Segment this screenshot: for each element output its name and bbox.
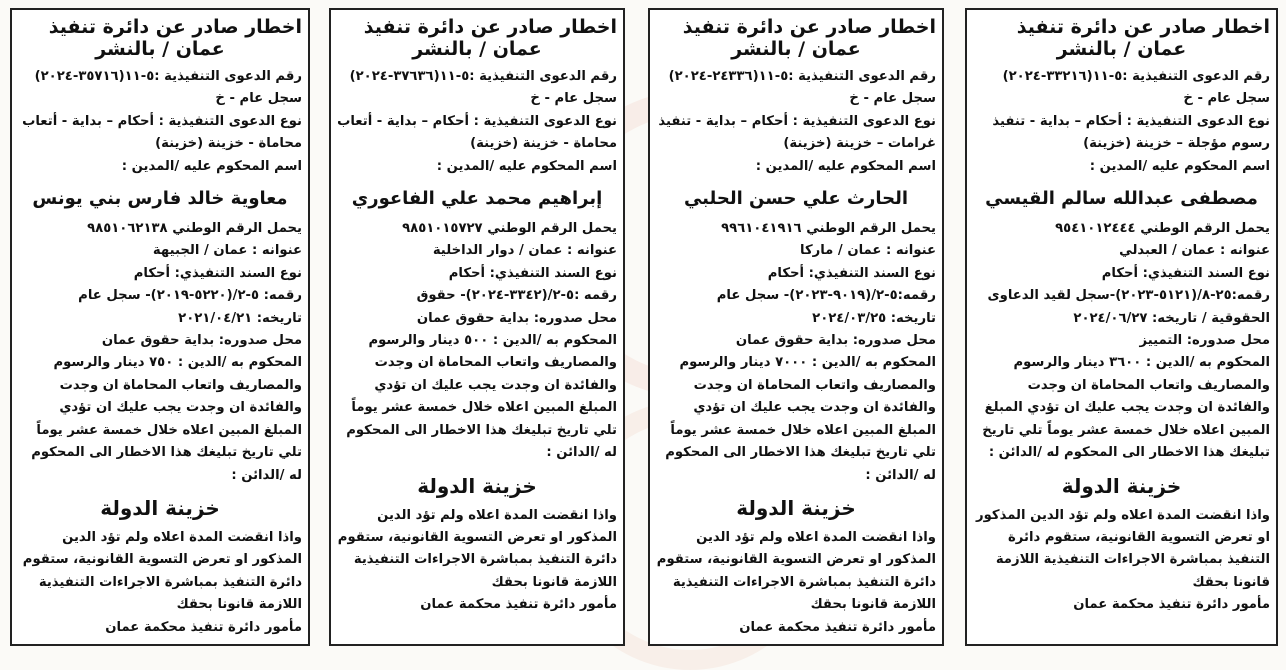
notice-4 bbox=[10, 8, 310, 646]
notice-title bbox=[18, 16, 302, 60]
address: عنوانه : عمان / دوار الداخلية bbox=[432, 243, 617, 259]
case-number: رقم الدعوى التنفيذية :٥-١١(٣٥٧١٦-٢٠٢٤) سجل عام - خ bbox=[34, 69, 302, 107]
address: عنوانه : عمان / العبدلي bbox=[1119, 243, 1270, 259]
document-type: نوع السند التنفيذي: أحكام bbox=[1101, 265, 1270, 281]
creditor-name: خزينة الدولة bbox=[417, 473, 537, 498]
creditor-name: خزينة الدولة bbox=[736, 495, 856, 520]
footer-text: واذا انقضت المدة اعلاه ولم تؤد الدين المذكور او تعرض التسوية القانونية، ستقوم دائرة التنفيذ بمباشرة الاجراءات التنفيذية اللازمة قانونا بحقك bbox=[976, 507, 1270, 590]
debtor-name: الحارث علي حسن الحلبي bbox=[683, 188, 909, 210]
case-number: رقم الدعوى التنفيذية :٥-١١(٣٧٦٣٦-٢٠٢٤) سجل عام - خ bbox=[349, 69, 617, 107]
address: عنوانه : عمان / الجبيهة bbox=[152, 243, 302, 259]
document-date: تاريخه: ٢٠٢٤/٠٣/٢٥ bbox=[812, 310, 936, 326]
notice-2 bbox=[648, 8, 944, 646]
notice-title bbox=[656, 16, 936, 60]
footer-text: واذا انقضت المدة اعلاه ولم تؤد الدين المذكور او تعرض التسوية القانونية، ستقوم دائرة التنفيذ بمباشرة الاجراءات التنفيذية اللازمة قانونا بحقك bbox=[22, 529, 302, 613]
address: عنوانه : عمان / ماركا bbox=[800, 243, 936, 259]
judgment-text: المحكوم به /الدين : ٥٠٠ دينار والرسوم والمصاريف واتعاب المحاماة ان وجدت والفائدة ان وجدت يجب عليك ان تؤدي المبلغ المبين اعلاه خلال خمسة عشر يوماً تلي تاريخ تبليغك هذا الاخطار الى المحكوم له /الدائن : bbox=[346, 333, 617, 461]
issue-place: محل صدوره: بداية حقوق عمان bbox=[735, 333, 936, 349]
document-number: رقمه: ٥-٢/(٥٢٢٠-٢٠١٩)- سجل عام bbox=[78, 288, 302, 304]
notice-1 bbox=[965, 8, 1278, 646]
document-type: نوع السند التنفيذي: أحكام bbox=[133, 265, 302, 281]
national-id: يحمل الرقم الوطني ٩٩٦١٠٤١٩١٦ bbox=[721, 221, 936, 237]
creditor-name: خزينة الدولة bbox=[100, 495, 220, 520]
case-number: رقم الدعوى التنفيذية :٥-١١(٢٤٣٣٦-٢٠٢٤) سجل عام - خ bbox=[668, 69, 936, 107]
title-line-2: عمان / بالنشر bbox=[1056, 38, 1187, 60]
issue-place: محل صدوره: التمييز bbox=[1139, 333, 1270, 349]
notice-title bbox=[337, 16, 617, 60]
document-type: نوع السند التنفيذي: أحكام bbox=[448, 265, 617, 281]
title-line-2: عمان / بالنشر bbox=[731, 38, 861, 60]
national-id: يحمل الرقم الوطني ٩٨٥١٠٦٢١٣٨ bbox=[87, 221, 302, 237]
signature: مأمور دائرة تنفيذ محكمة عمان bbox=[1073, 597, 1270, 613]
signature: مأمور دائرة تنفيذ محكمة عمان bbox=[105, 619, 302, 635]
case-type: نوع الدعوى التنفيذية : أحكام – بداية - أتعاب محاماة - خزينة (خزينة) bbox=[337, 113, 617, 152]
document-number: رقمه:٢٥-٨/(٥١٢١-٢٠٢٣)-سجل لقيد الدعاوى الحقوقية / تاريخه: ٢٠٢٤/٠٦/٢٧ bbox=[987, 288, 1270, 326]
judgment-text: المحكوم به /الدين : ٧٠٠٠ دينار والرسوم والمصاريف واتعاب المحاماة ان وجدت والفائدة ان وجدت يجب عليك ان تؤدي المبلغ المبين اعلاه خلال خمسة عشر يوماً تلي تاريخ تبليغك هذا الاخطار الى المحكوم له /الدائن : bbox=[665, 355, 936, 483]
debtor-name: معاوية خالد فارس بني يونس bbox=[32, 188, 288, 210]
judgment-text: المحكوم به /الدين : ٧٥٠ دينار والرسوم والمصاريف واتعاب المحاماة ان وجدت والفائدة ان وجدت يجب عليك ان تؤدي المبلغ المبين اعلاه خلال خمسة عشر يوماً تلي تاريخ تبليغك هذا الاخطار الى المحكوم له /الدائن : bbox=[31, 355, 302, 483]
notice-title bbox=[973, 16, 1270, 60]
debtor-label: اسم المحكوم عليه /المدين : bbox=[121, 158, 302, 174]
title-line-2: عمان / بالنشر bbox=[95, 38, 225, 60]
case-type: نوع الدعوى التنفيذية : أحكام – بداية - أتعاب محاماة - خزينة (خزينة) bbox=[22, 113, 302, 152]
title-line-1: اخطار صادر عن دائرة تنفيذ bbox=[363, 16, 617, 38]
creditor-name: خزينة الدولة bbox=[1061, 473, 1182, 498]
debtor-label: اسم المحكوم عليه /المدين : bbox=[1089, 158, 1270, 174]
signature: مأمور دائرة تنفيذ محكمة عمان bbox=[420, 597, 617, 613]
footer-text: واذا انقضت المدة اعلاه ولم تؤد الدين المذكور او تعرض التسوية القانونية، ستقوم دائرة التنفيذ بمباشرة الاجراءات التنفيذية اللازمة قانونا بحقك bbox=[656, 529, 936, 613]
debtor-label: اسم المحكوم عليه /المدين : bbox=[755, 158, 936, 174]
national-id: يحمل الرقم الوطني ٩٨٥١٠١٥٧٢٧ bbox=[402, 221, 617, 237]
debtor-name: إبراهيم محمد علي الفاعوري bbox=[351, 188, 603, 210]
case-type: نوع الدعوى التنفيذية : أحكام – بداية - تنفيذ غرامات – خزينة (خزينة) bbox=[658, 113, 936, 152]
document-type: نوع السند التنفيذي: أحكام bbox=[767, 265, 936, 281]
title-line-1: اخطار صادر عن دائرة تنفيذ bbox=[682, 16, 936, 38]
document-date: تاريخه: ٢٠٢١/٠٤/٢١ bbox=[178, 310, 302, 326]
issue-place: محل صدوره: بداية حقوق عمان bbox=[416, 310, 617, 326]
footer-text: واذا انقضت المدة اعلاه ولم تؤد الدين المذكور او تعرض التسوية القانونية، ستقوم دائرة التنفيذ بمباشرة الاجراءات التنفيذية اللازمة قانونا بحقك bbox=[337, 507, 617, 590]
title-line-1: اخطار صادر عن دائرة تنفيذ bbox=[48, 16, 302, 38]
judgment-text: المحكوم به /الدين : ٣٦٠٠ دينار والرسوم والمصاريف واتعاب المحاماة ان وجدت والفائدة ان وجدت يجب عليك ان تؤدي المبلغ المبين اعلاه خلال خمسة عشر يوماً تلي تاريخ تبليغك هذا الاخطار الى المحكوم له /الدائن : bbox=[982, 355, 1270, 461]
document-number: رقمه:٥-٢/(٩٠١٩-٢٠٢٣)- سجل عام bbox=[716, 288, 936, 304]
case-type: نوع الدعوى التنفيذية : أحكام – بداية - تنفيذ رسوم مؤجلة – خزينة (خزينة) bbox=[992, 113, 1270, 152]
title-line-1: اخطار صادر عن دائرة تنفيذ bbox=[1016, 16, 1270, 38]
signature: مأمور دائرة تنفيذ محكمة عمان bbox=[739, 619, 936, 635]
case-number: رقم الدعوى التنفيذية :٥-١١(٣٣٢١٦-٢٠٢٤) سجل عام - خ bbox=[1002, 69, 1270, 107]
national-id: يحمل الرقم الوطني ٩٥٤١٠١٢٤٤٤ bbox=[1055, 221, 1270, 237]
debtor-name: مصطفى عبدالله سالم القيسي bbox=[985, 188, 1258, 210]
document-number: رقمه :٥-٢/(٣٣٤٢-٢٠٢٤)- حقوق bbox=[416, 288, 617, 304]
notice-3 bbox=[329, 8, 625, 646]
issue-place: محل صدوره: بداية حقوق عمان bbox=[101, 333, 302, 349]
debtor-label: اسم المحكوم عليه /المدين : bbox=[436, 158, 617, 174]
title-line-2: عمان / بالنشر bbox=[412, 38, 542, 60]
